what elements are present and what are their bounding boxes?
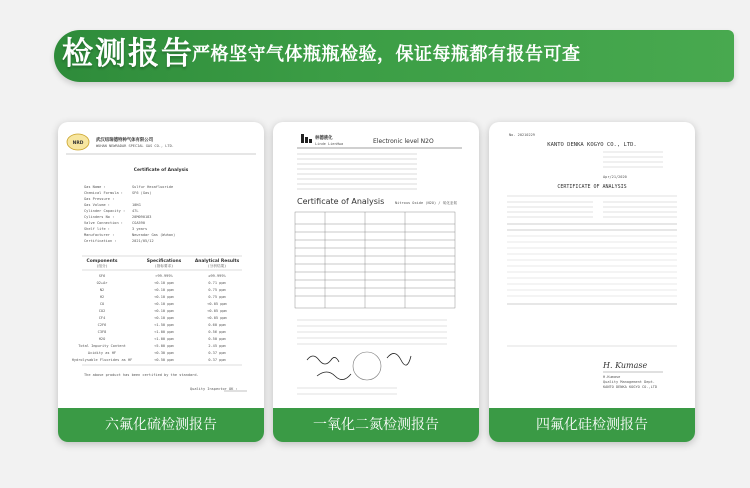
svg-text:<0.05 ppm: <0.05 ppm [207, 309, 227, 313]
svg-text:<0.50 ppm: <0.50 ppm [154, 358, 174, 362]
svg-text:Shelf life :: Shelf life : [84, 227, 110, 231]
svg-text:<0.05 ppm: <0.05 ppm [207, 316, 227, 320]
doc-date: Apr/21/2020 [603, 175, 627, 179]
handwritten-signature-icon [307, 353, 411, 379]
svg-text:<0.05 ppm: <0.05 ppm [207, 302, 227, 306]
company-header: KANTO DENKA KOGYO CO., LTD. [547, 142, 637, 148]
svg-text:0.37 ppm: 0.37 ppm [208, 351, 226, 355]
svg-text:Valve Connection :: Valve Connection : [84, 221, 123, 225]
svg-text:<1.00 ppm: <1.00 ppm [154, 337, 174, 341]
sign-company: KANTO DENKA KOGYO CO.,LTD [603, 385, 658, 389]
svg-text:2021/05/12: 2021/05/12 [132, 239, 154, 243]
doc-title: Certificate of Analysis [133, 168, 189, 173]
svg-text:(指标要求): (指标要求) [154, 264, 174, 268]
svg-text:<0.10 ppm: <0.10 ppm [154, 288, 174, 292]
report-document-sif4 [493, 128, 691, 402]
report-document-sf6 [62, 128, 260, 402]
svg-text:0.37 ppm: 0.37 ppm [208, 358, 226, 362]
signature: H. Kumase [603, 361, 648, 370]
inspector-sign: Quality Inspector OK : [190, 387, 238, 391]
svg-text:Certification :: Certification : [84, 239, 117, 243]
svg-text:SF6: SF6 [98, 274, 106, 278]
doc-number: No. 20210229 [509, 133, 535, 137]
svg-text:<1.50 ppm: <1.50 ppm [154, 323, 174, 327]
svg-text:10KG: 10KG [132, 203, 141, 207]
field-list [84, 185, 175, 243]
svg-text:Hydrolysable Fluorides as HF: Hydrolysable Fluorides as HF [71, 358, 133, 362]
svg-text:CO: CO [99, 302, 105, 306]
report-document-n2o [277, 128, 475, 402]
stamp-icon [353, 352, 381, 380]
svg-text:Specifications: Specifications [146, 259, 182, 264]
report-card-n2o[interactable] [273, 122, 479, 442]
svg-text:47L: 47L [132, 209, 139, 213]
svg-text:C3F8: C3F8 [97, 330, 107, 334]
svg-text:<0.10 ppm: <0.10 ppm [154, 316, 174, 320]
sign-dept: Quality Management Dept. [603, 380, 655, 384]
svg-text:Manufacturer :: Manufacturer : [84, 233, 115, 237]
nrd-logo-icon [67, 134, 89, 150]
svg-text:>99.999%: >99.999% [155, 274, 173, 278]
svg-text:≥99.999%: ≥99.999% [208, 274, 226, 278]
svg-text:Sulfur Hexafluoride: Sulfur Hexafluoride [132, 185, 174, 189]
svg-text:Components: Components [86, 259, 118, 264]
svg-text:CO2: CO2 [98, 309, 106, 313]
card-label-sf6: 六氟化硫检测报告 [58, 408, 264, 442]
brand-en: Linde LienHwa [315, 142, 344, 146]
svg-text:(分析结果): (分析结果) [207, 264, 227, 268]
n2o-certificate-image [277, 128, 475, 402]
svg-text:N2: N2 [99, 288, 105, 292]
sf6-certificate-image [62, 128, 260, 402]
svg-text:<0.10 ppm: <0.10 ppm [154, 281, 174, 285]
analysis-table [295, 212, 455, 308]
svg-text:O2+Ar: O2+Ar [96, 281, 108, 285]
header-title: Electronic level N2O [373, 138, 434, 145]
report-card-sif4[interactable] [489, 122, 695, 442]
svg-text:<0.30 ppm: <0.30 ppm [154, 351, 174, 355]
svg-text:0.60 ppm: 0.60 ppm [208, 323, 226, 327]
svg-text:H2: H2 [99, 295, 105, 299]
sign-name: H.Kumase [603, 375, 621, 379]
svg-text:Newradar Gas (Wuhan): Newradar Gas (Wuhan) [132, 233, 176, 237]
svg-text:Gas Name :: Gas Name : [84, 185, 106, 189]
svg-text:Acidity as HF: Acidity as HF [87, 351, 117, 355]
sif4-certificate-image [493, 128, 691, 402]
svg-text:Gas Pressure :: Gas Pressure : [84, 197, 115, 201]
svg-text:H2O: H2O [98, 337, 106, 341]
svg-text:0.75 ppm: 0.75 ppm [208, 288, 226, 292]
svg-text:CGA590: CGA590 [132, 221, 145, 225]
company-cn: 武汉纽瑞德特种气体有限公司 [96, 138, 154, 143]
svg-text:C2F6: C2F6 [97, 323, 107, 327]
logo-text: NRD [72, 141, 84, 146]
svg-text:0.71 ppm: 0.71 ppm [208, 281, 226, 285]
doc-footer: The above product has been certified by the standard. [84, 373, 199, 377]
banner-title: 检测报告 [62, 36, 194, 72]
card-label-n2o: 一氧化二氮检测报告 [273, 408, 479, 442]
svg-text:(组分): (组分) [96, 264, 108, 268]
linde-logo-icon [301, 134, 312, 143]
svg-text:Total Impurity Content: Total Impurity Content [78, 344, 126, 348]
doc-title: CERTIFICATE OF ANALYSIS [557, 184, 627, 190]
svg-text:20M090183: 20M090183 [132, 215, 152, 219]
svg-text:<5.00 ppm: <5.00 ppm [154, 344, 174, 348]
svg-text:<0.10 ppm: <0.10 ppm [154, 302, 174, 306]
svg-text:<0.10 ppm: <0.10 ppm [154, 295, 174, 299]
svg-text:0.56 ppm: 0.56 ppm [208, 330, 226, 334]
doc-subtitle: Nitrous Oxide (N2O) / 氧化亚氮 [395, 201, 457, 205]
company-en: WUHAN NEWRADAR SPECIAL GAS CO., LTD. [96, 144, 174, 148]
svg-text:0.50 ppm: 0.50 ppm [208, 337, 226, 341]
card-label-sif4: 四氟化硅检测报告 [489, 408, 695, 442]
svg-text:Analytical Results: Analytical Results [194, 259, 240, 264]
svg-text:Gas Volume :: Gas Volume : [84, 203, 110, 207]
svg-text:2.45 ppm: 2.45 ppm [208, 344, 226, 348]
svg-text:Chemical Formula :: Chemical Formula : [84, 191, 123, 195]
brand-cn: 林德液化 [315, 136, 333, 141]
svg-text:SF6 (Gas): SF6 (Gas) [132, 191, 152, 195]
banner-slogan: 严格坚守气体瓶瓶检验，保证每瓶都有报告可查 [192, 44, 581, 65]
results-table [72, 258, 242, 365]
svg-text:3 years: 3 years [132, 227, 148, 231]
svg-text:0.75 ppm: 0.75 ppm [208, 295, 226, 299]
svg-text:<0.10 ppm: <0.10 ppm [154, 309, 174, 313]
svg-text:<1.00 ppm: <1.00 ppm [154, 330, 174, 334]
doc-title: Certificate of Analysis [297, 197, 385, 206]
report-card-sf6[interactable] [58, 122, 264, 442]
svg-text:Cylinder Capacity :: Cylinder Capacity : [84, 209, 126, 213]
svg-text:Cylinders No :: Cylinders No : [84, 215, 115, 219]
svg-text:CF4: CF4 [98, 316, 106, 320]
